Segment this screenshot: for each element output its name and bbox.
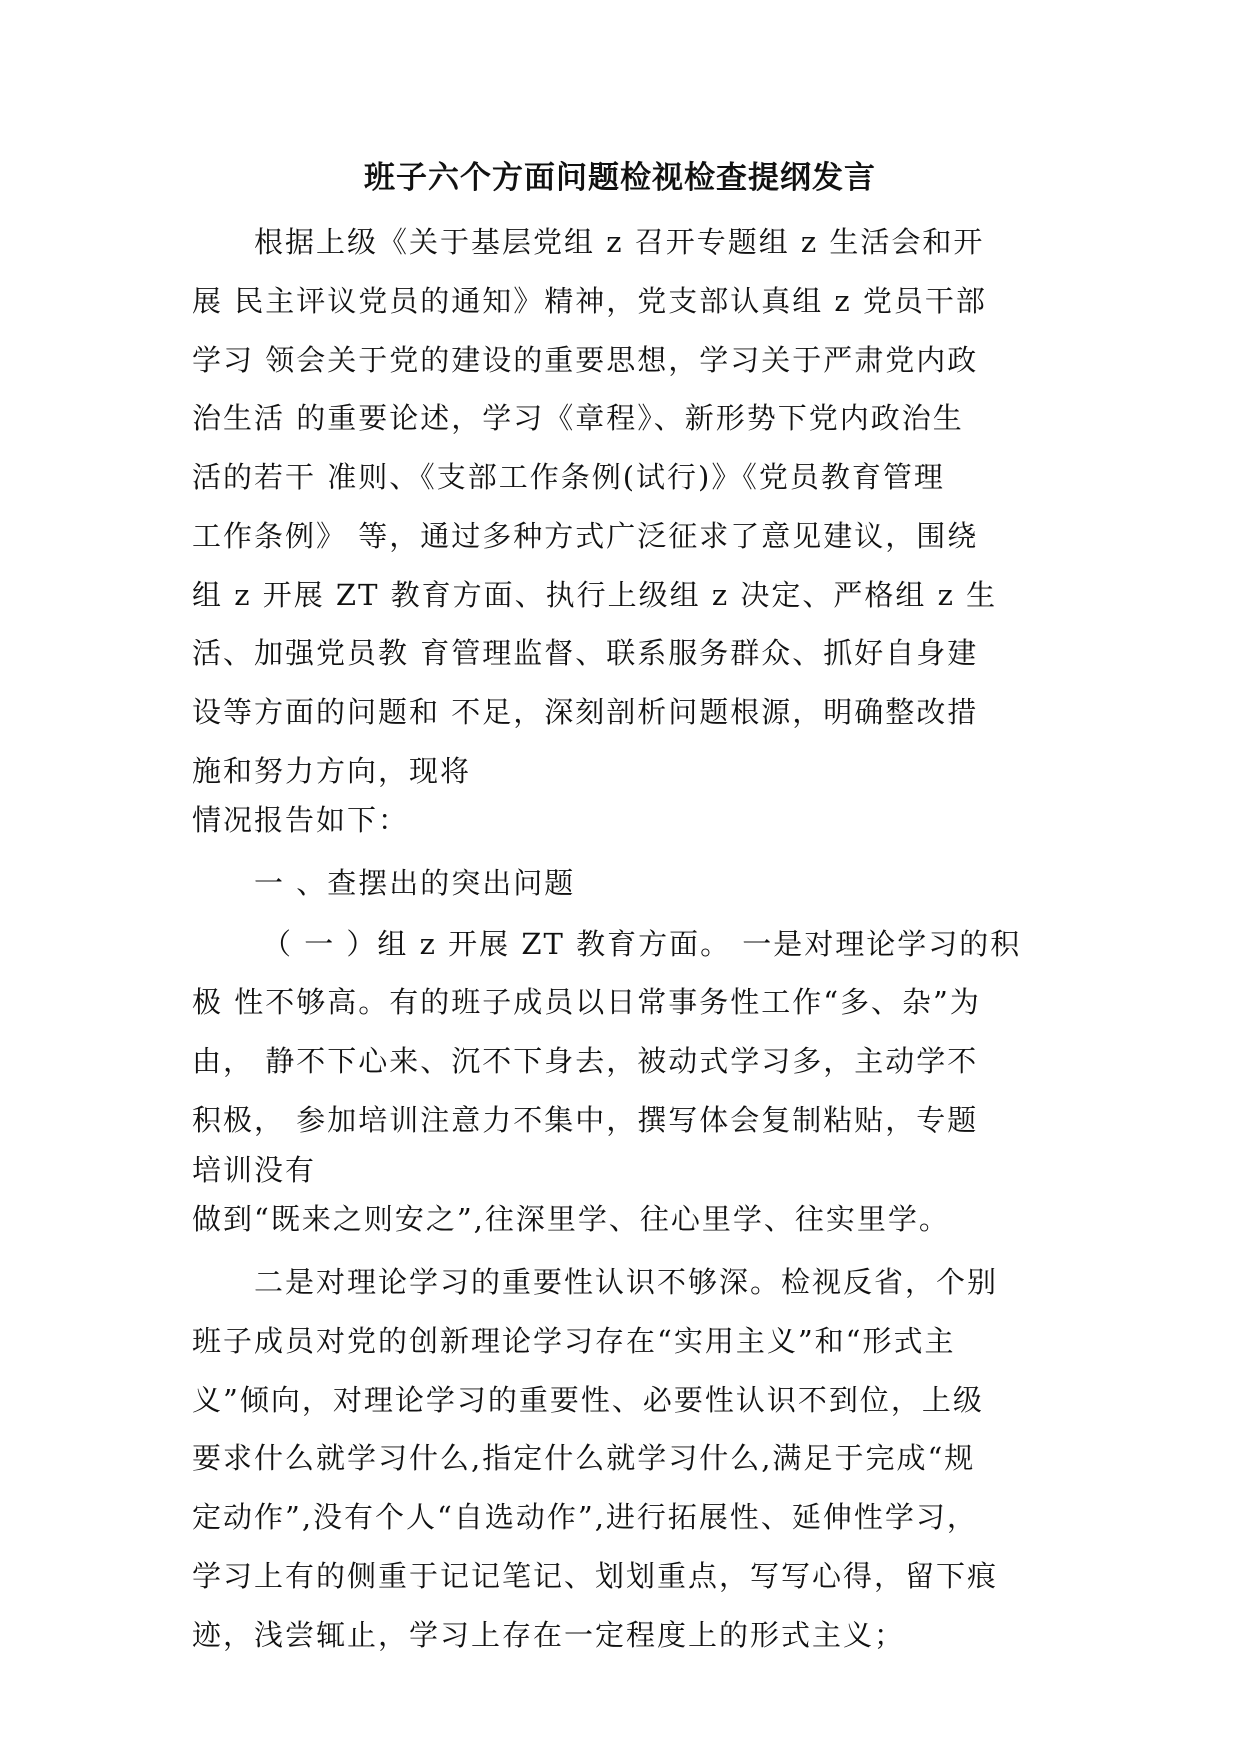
section-heading: 一 、查摆出的突出问题 xyxy=(254,866,576,900)
paragraph-line: 培训没有 xyxy=(192,1153,317,1187)
paragraph-line: 施和努力方向，现将 xyxy=(192,754,472,788)
paragraph-line: 极 性不够高。有的班子成员以日常事务性工作“多、杂”为 xyxy=(192,985,981,1019)
paragraph-line: 学习上有的侧重于记记笔记、划划重点，写写心得，留下痕 xyxy=(192,1559,999,1593)
paragraph-line: 活的若干 准则、《支部工作条例(试行)》《党员教育管理 xyxy=(192,460,945,494)
paragraph-line: 根据上级《关于基层党组 z 召开专题组 z 生活会和开 xyxy=(254,225,985,259)
paragraph-line: 由， 静不下心来、沉不下身去，被动式学习多，主动学不 xyxy=(192,1044,979,1078)
paragraph-line: 展 民主评议党员的通知》精神，党支部认真组 z 党员干部 xyxy=(192,284,987,318)
paragraph-line: 迹，浅尝辄止，学习上存在一定程度上的形式主义； xyxy=(192,1618,906,1652)
subsection-heading-line: （ 一 ）组 z 开展 ZT 教育方面。 一是对理论学习的积 xyxy=(262,927,1022,961)
paragraph-line: 治生活 的重要论述，学习《章程》、新形势下党内政治生 xyxy=(192,401,964,435)
paragraph-line: 定动作”,没有个人“自选动作”,进行拓展性、延伸性学习， xyxy=(192,1500,978,1534)
paragraph-line: 积极， 参加培训注意力不集中，撰写体会复制粘贴，专题 xyxy=(192,1103,979,1137)
document-title: 班子六个方面问题检视检查提纲发言 xyxy=(364,160,876,196)
paragraph-line: 组 z 开展 ZT 教育方面、执行上级组 z 决定、严格组 z 生 xyxy=(192,578,998,612)
paragraph-line: 学习 领会关于党的建设的重要思想，学习关于严肃党内政 xyxy=(192,343,979,377)
paragraph-line: 班子成员对党的创新理论学习存在“实用主义”和“形式主 xyxy=(192,1324,956,1358)
paragraph-line: 情况报告如下： xyxy=(192,803,410,837)
paragraph-line: 设等方面的问题和 不足，深刻剖析问题根源，明确整改措 xyxy=(192,695,979,729)
paragraph-line: 义”倾向，对理论学习的重要性、必要性认识不到位，上级 xyxy=(192,1383,984,1417)
paragraph-line: 工作条例》 等，通过多种方式广泛征求了意见建议，围绕 xyxy=(192,519,979,553)
paragraph-line: 活、加强党员教 育管理监督、联系服务群众、抓好自身建 xyxy=(192,636,979,670)
paragraph-line: 二是对理论学习的重要性认识不够深。检视反省，个别 xyxy=(254,1265,999,1299)
paragraph-line: 要求什么就学习什么,指定什么就学习什么,满足于完成“规 xyxy=(192,1441,976,1475)
paragraph-line: 做到“既来之则安之”,往深里学、往心里学、往实里学。 xyxy=(192,1202,950,1236)
